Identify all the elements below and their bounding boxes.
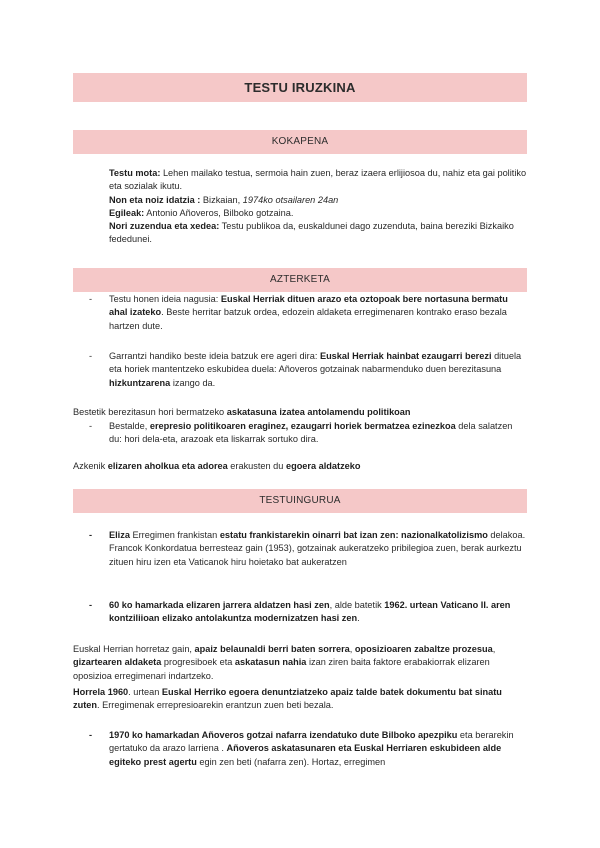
bullet-marker: -: [89, 294, 93, 304]
bullet-marker: -: [89, 730, 93, 740]
non-eta-noiz-paragraph: Non eta noiz idatzia : Bizkaian, 1974ko otsailaren 24an: [109, 195, 339, 205]
testuingurua-bullet-2: 60 ko hamarkada elizaren jarrera aldatzen hasi zen, alde batetik 1962. urtean Vaticano II. aren kontziliioan elizako antolakuntza modernizatzen hasi zen.: [109, 600, 511, 624]
section-header-azterketa: AZTERKETA: [73, 268, 527, 292]
bullet-marker: -: [89, 421, 93, 431]
testu-mota-label: Testu mota:: [109, 168, 161, 178]
azterketa-bullet-1: Testu honen ideia nagusia: Euskal Herriak dituen arazo eta oztopoak bere nortasuna bermatu ahal izateko. Beste herritar batzuk ordea, edozein aldaketa erregimenaren kontrako eraso bezala hartzen dute.: [109, 294, 508, 331]
testuingurua-bullet-3: 1970 ko hamarkadan Añoveros gotzai nafarra izendatuko dute Bilboko apezpiku eta berarekin gertatuko da arazo larriena . Añoveros askatasunaren eta Euskal Herriaren eskubideen alde egiteko prest agertu egin zen beti (nafarra zen). Hortaz, erregimen: [109, 730, 514, 767]
section-header-testuingurua: TESTUINGURUA: [73, 489, 527, 513]
bullet-marker: -: [89, 351, 93, 361]
testuingurua-paragraph-2: Horrela 1960. urtean Euskal Herriko egoera denuntziatzeko apaiz talde batek dokumentu bat sinatu zuten. Erregimenak errepresioarekin erantzun zuen beti bezala.: [73, 687, 502, 711]
testuingurua-paragraph-1: Euskal Herrian horretaz gain, apaiz belaunaldi berri baten sorrera, oposizioaren zabaltze prozesua, gizartearen aldaketa progresiboek eta askatasun nahia izan ziren baita faktore erabakiorrak elizaren oposizioa erregimenari indartzeko.: [73, 644, 496, 681]
nori-paragraph: Nori zuzendua eta xedea: Testu publikoa da, euskaldunei dago zuzendutа, baina bereziki Bizkaiko fededunei.: [109, 221, 514, 245]
testuingurua-bullet-1: Eliza Erregimen frankistan estatu frankistarekin oinarri bat izan zen: nazionalkatolizismo delakoa. Francok Konkordatua berresteaz gain (1953), gotzainak aukeratzeko pribilegioa zuen, berak aurkeztu zituen hiru izen eta Vaticanok hiru hoietako bat aukeratzen: [109, 530, 526, 567]
egilea-paragraph: Egileak: Antonio Añoveros, Bilboko gotzaina.: [109, 208, 294, 218]
bullet-marker: -: [89, 600, 93, 610]
azterketa-bullet-2: Garrantzi handiko beste ideia batzuk ere ageri dira: Euskal Herriak hainbat ezaugarri berezi dituela eta horiek mantentzeko eskubidea duela: Añoveros gotzainak nabarmenduko duen berezitasuna hizkuntzarena izango da.: [109, 351, 522, 388]
azterketa-paragraph-1: Bestetik berezitasun hori bermatzeko askatasuna izatea antolamendu politikoan: [73, 407, 411, 417]
azterketa-paragraph-2: Azkenik elizaren aholkua eta adorea erakusten du egoera aldatzeko: [73, 461, 361, 471]
bullet-marker: -: [89, 530, 93, 540]
azterketa-bullet-3: Bestalde, erepresio politikoaren eraginez, ezaugarri horiek bermatzea ezinezkoa dela salatzen du: hori dela-eta, arazoak eta liskarrak sortuko dira.: [109, 421, 513, 445]
page-title: TESTU IRUZKINA: [73, 73, 527, 102]
section-header-kokapena: KOKAPENA: [73, 130, 527, 154]
testu-mota-paragraph: Testu mota: Lehen mailako testua, sermoia hain zuen, beraz izaera erlijiosoa du, nahiz eta gai politiko eta sozialak ikutu.: [109, 168, 527, 192]
